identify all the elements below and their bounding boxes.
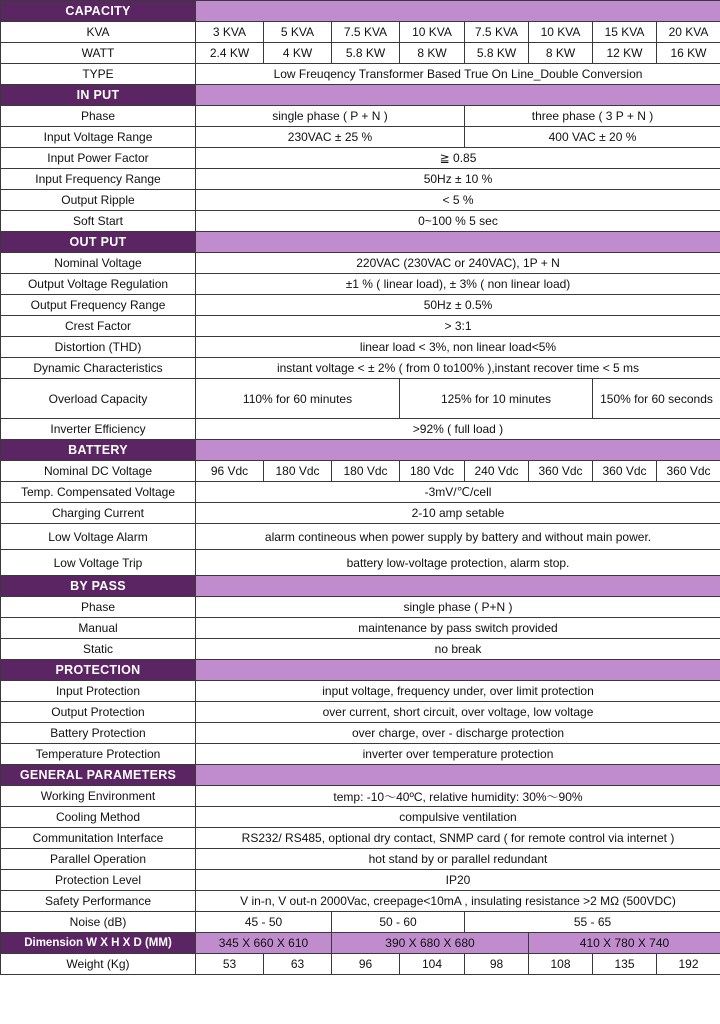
- watt-cell: 8 KW: [400, 43, 465, 64]
- row-label-parallel-operation: Parallel Operation: [1, 849, 196, 870]
- kva-cell: 10 KVA: [400, 22, 465, 43]
- row-label-dimension: Dimension W X H X D (MM): [1, 933, 196, 954]
- row-label-temperature-protection: Temperature Protection: [1, 744, 196, 765]
- row-label-bypass-phase: Phase: [1, 597, 196, 618]
- row-label-protection-level: Protection Level: [1, 870, 196, 891]
- row-label-input-protection: Input Protection: [1, 681, 196, 702]
- safety-performance-value: V in-n, V out-n 2000Vac, creepage<10mA , insulating resistance >2 MΩ (500VDC): [196, 891, 720, 912]
- kva-cell: 7.5 KVA: [332, 22, 400, 43]
- temp-compensated-value: -3mV/℃/cell: [196, 482, 720, 503]
- dimension-value: 390 X 680 X 680: [332, 933, 529, 954]
- communication-value: RS232/ RS485, optional dry contact, SNMP card ( for remote control via internet ): [196, 828, 720, 849]
- row-label-communication: Communitation Interface: [1, 828, 196, 849]
- kva-cell: 15 KVA: [593, 22, 657, 43]
- row-label-charging-current: Charging Current: [1, 503, 196, 524]
- section-band: [196, 440, 720, 461]
- row-label-battery-protection: Battery Protection: [1, 723, 196, 744]
- weight-cell: 96: [332, 954, 400, 975]
- section-header-battery: BATTERY: [1, 440, 196, 461]
- row-label-soft-start: Soft Start: [1, 211, 196, 232]
- row-label-safety-performance: Safety Performance: [1, 891, 196, 912]
- section-band: [196, 765, 720, 786]
- kva-cell: 5 KVA: [264, 22, 332, 43]
- section-header-output: OUT PUT: [1, 232, 196, 253]
- cooling-method-value: compulsive ventilation: [196, 807, 720, 828]
- dimension-value: 410 X 780 X 740: [529, 933, 720, 954]
- input-freq-value: 50Hz ± 10 %: [196, 169, 720, 190]
- protection-level-value: IP20: [196, 870, 720, 891]
- noise-value: 45 - 50: [196, 912, 332, 933]
- kva-cell: 20 KVA: [657, 22, 720, 43]
- nominal-voltage-value: 220VAC (230VAC or 240VAC), 1P + N: [196, 253, 720, 274]
- watt-cell: 16 KW: [657, 43, 720, 64]
- overload-value: 125% for 10 minutes: [400, 379, 593, 419]
- dynamic-value: instant voltage < ± 2% ( from 0 to100% ),instant recover time < 5 ms: [196, 358, 720, 379]
- bypass-manual-value: maintenance by pass switch provided: [196, 618, 720, 639]
- thd-value: linear load < 3%, non linear load<5%: [196, 337, 720, 358]
- row-label-input-phase: Phase: [1, 106, 196, 127]
- row-label-low-voltage-trip: Low Voltage Trip: [1, 550, 196, 576]
- low-voltage-trip-value: battery low-voltage protection, alarm stop.: [196, 550, 720, 576]
- dc-voltage-cell: 96 Vdc: [196, 461, 264, 482]
- noise-value: 55 - 65: [465, 912, 720, 933]
- output-ripple-value: < 5 %: [196, 190, 720, 211]
- watt-cell: 4 KW: [264, 43, 332, 64]
- row-label-nominal-voltage: Nominal Voltage: [1, 253, 196, 274]
- row-label-input-voltage: Input Voltage Range: [1, 127, 196, 148]
- weight-cell: 192: [657, 954, 720, 975]
- bypass-phase-value: single phase ( P+N ): [196, 597, 720, 618]
- row-label-noise: Noise (dB): [1, 912, 196, 933]
- battery-protection-value: over charge, over - discharge protection: [196, 723, 720, 744]
- dimension-value: 345 X 660 X 610: [196, 933, 332, 954]
- row-label-thd: Distortion (THD): [1, 337, 196, 358]
- row-label-kva: KVA: [1, 22, 196, 43]
- row-label-bypass-static: Static: [1, 639, 196, 660]
- row-label-type: TYPE: [1, 64, 196, 85]
- kva-cell: 10 KVA: [529, 22, 593, 43]
- noise-value: 50 - 60: [332, 912, 465, 933]
- section-band: [196, 1, 720, 22]
- overload-value: 150% for 60 seconds: [593, 379, 720, 419]
- soft-start-value: 0~100 % 5 sec: [196, 211, 720, 232]
- row-label-input-pf: Input Power Factor: [1, 148, 196, 169]
- watt-cell: 5.8 KW: [465, 43, 529, 64]
- section-band: [196, 232, 720, 253]
- weight-cell: 104: [400, 954, 465, 975]
- weight-cell: 98: [465, 954, 529, 975]
- section-header-input: IN PUT: [1, 85, 196, 106]
- watt-cell: 8 KW: [529, 43, 593, 64]
- row-label-dynamic: Dynamic Characteristics: [1, 358, 196, 379]
- input-phase-single: single phase ( P + N ): [196, 106, 465, 127]
- weight-cell: 108: [529, 954, 593, 975]
- weight-cell: 53: [196, 954, 264, 975]
- row-label-cooling-method: Cooling Method: [1, 807, 196, 828]
- section-band: [196, 85, 720, 106]
- row-label-overload: Overload Capacity: [1, 379, 196, 419]
- section-header-general: GENERAL PARAMETERS: [1, 765, 196, 786]
- parallel-operation-value: hot stand by or parallel redundant: [196, 849, 720, 870]
- row-label-temp-compensated: Temp. Compensated Voltage: [1, 482, 196, 503]
- row-label-inverter-efficiency: Inverter Efficiency: [1, 419, 196, 440]
- watt-cell: 2.4 KW: [196, 43, 264, 64]
- dc-voltage-cell: 180 Vdc: [264, 461, 332, 482]
- input-voltage-single: 230VAC ± 25 %: [196, 127, 465, 148]
- input-pf-value: ≧ 0.85: [196, 148, 720, 169]
- row-label-weight: Weight (Kg): [1, 954, 196, 975]
- output-freq-value: 50Hz ± 0.5%: [196, 295, 720, 316]
- overload-value: 110% for 60 minutes: [196, 379, 400, 419]
- inverter-efficiency-value: >92% ( full load ): [196, 419, 720, 440]
- dc-voltage-cell: 240 Vdc: [465, 461, 529, 482]
- charging-current-value: 2-10 amp setable: [196, 503, 720, 524]
- dc-voltage-cell: 180 Vdc: [332, 461, 400, 482]
- weight-cell: 135: [593, 954, 657, 975]
- row-label-output-protection: Output Protection: [1, 702, 196, 723]
- row-label-bypass-manual: Manual: [1, 618, 196, 639]
- row-label-working-environment: Working Environment: [1, 786, 196, 807]
- row-label-low-voltage-alarm: Low Voltage Alarm: [1, 524, 196, 550]
- kva-cell: 7.5 KVA: [465, 22, 529, 43]
- row-label-output-ripple: Output Ripple: [1, 190, 196, 211]
- row-label-watt: WATT: [1, 43, 196, 64]
- section-band: [196, 576, 720, 597]
- voltage-regulation-value: ±1 % ( linear load), ± 3% ( non linear load): [196, 274, 720, 295]
- dc-voltage-cell: 360 Vdc: [593, 461, 657, 482]
- row-label-output-freq: Output Frequency Range: [1, 295, 196, 316]
- dc-voltage-cell: 180 Vdc: [400, 461, 465, 482]
- section-band: [196, 660, 720, 681]
- low-voltage-alarm-value: alarm contineous when power supply by battery and without main power.: [196, 524, 720, 550]
- row-label-crest-factor: Crest Factor: [1, 316, 196, 337]
- output-protection-value: over current, short circuit, over voltage, low voltage: [196, 702, 720, 723]
- temperature-protection-value: inverter over temperature protection: [196, 744, 720, 765]
- section-header-bypass: BY PASS: [1, 576, 196, 597]
- input-protection-value: input voltage, frequency under, over limit protection: [196, 681, 720, 702]
- row-label-dc-voltage: Nominal DC Voltage: [1, 461, 196, 482]
- type-value: Low Freuqency Transformer Based True On Line_Double Conversion: [196, 64, 720, 85]
- input-voltage-three: 400 VAC ± 20 %: [465, 127, 720, 148]
- kva-cell: 3 KVA: [196, 22, 264, 43]
- crest-factor-value: > 3:1: [196, 316, 720, 337]
- section-header-protection: PROTECTION: [1, 660, 196, 681]
- input-phase-three: three phase ( 3 P + N ): [465, 106, 720, 127]
- watt-cell: 5.8 KW: [332, 43, 400, 64]
- dc-voltage-cell: 360 Vdc: [657, 461, 720, 482]
- bypass-static-value: no break: [196, 639, 720, 660]
- working-environment-value: temp: -10～40ºC, relative humidity: 30%～90%: [196, 786, 720, 807]
- row-label-input-freq: Input Frequency Range: [1, 169, 196, 190]
- watt-cell: 12 KW: [593, 43, 657, 64]
- weight-cell: 63: [264, 954, 332, 975]
- dc-voltage-cell: 360 Vdc: [529, 461, 593, 482]
- section-header-capacity: CAPACITY: [1, 1, 196, 22]
- row-label-voltage-regulation: Output Voltage Regulation: [1, 274, 196, 295]
